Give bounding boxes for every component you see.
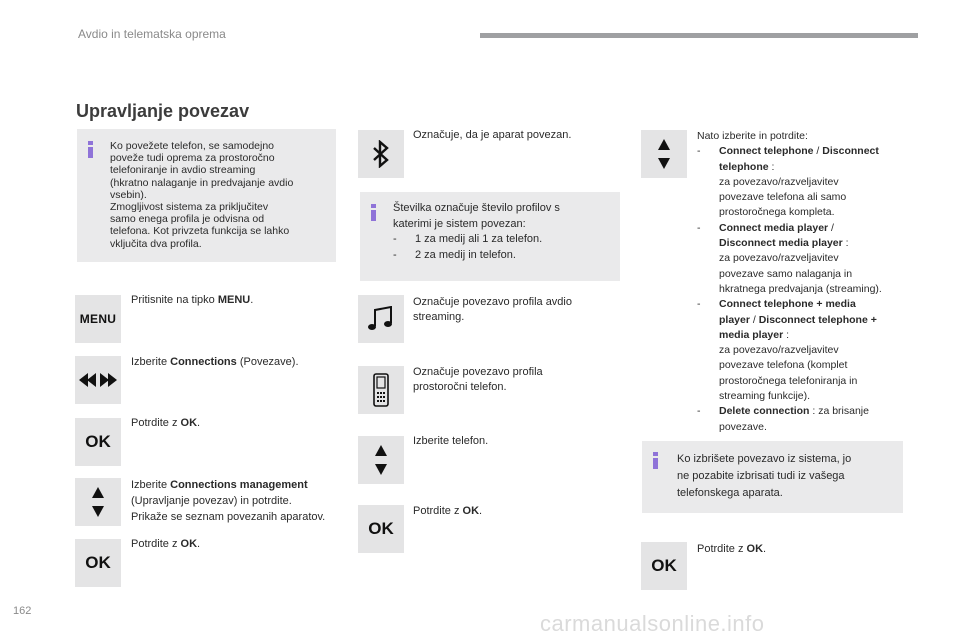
up-down-arrows-icon: [641, 130, 687, 178]
step-select-connections: Izberite Connections (Povezave).: [131, 356, 299, 368]
page-heading: Upravljanje povezav: [76, 101, 250, 121]
ok-icon: OK: [75, 418, 121, 466]
menu-icon: MENU: [75, 295, 121, 343]
info-box-profile-count: [360, 192, 620, 281]
phone-description: Označuje povezavo profila prostoročni telefon.: [413, 366, 543, 393]
header-title: Avdio in telematska oprema: [78, 27, 226, 41]
info-icon: [370, 204, 378, 221]
prev-next-icon: [75, 356, 121, 404]
header-bar: [480, 33, 918, 38]
step-select-phone: Izberite telefon.: [413, 435, 489, 447]
step-confirm-ok: Potrdite z OK.: [413, 505, 483, 517]
watermark: carmanualsonline.info: [540, 611, 765, 636]
music-description: Označuje povezavo profila avdio streaming.: [413, 296, 572, 323]
bluetooth-icon: [358, 130, 404, 178]
up-down-arrows-icon: [75, 478, 121, 526]
list-item: - Connect telephone + media player / Disconnect telephone + media player : za povezavo/razveljavitev povezave telefona (komplet prostoročnega telefoniranja in streaming funkcije).: [697, 298, 877, 403]
page-number: 162: [13, 605, 32, 617]
info-icon: [87, 141, 95, 158]
list-item: - 1 za medij ali 1 za telefon.: [393, 233, 543, 245]
list-item: - Delete connection : za brisanje povezave.: [697, 405, 869, 433]
step-connections-management: Izberite Connections management (Upravljanje povezav) in potrdite. Prikaže se seznam povezanih aparatov.: [131, 479, 326, 523]
list-item: - Connect telephone / Disconnect telephone : za povezavo/razveljavitev povezave telefona ali samo prostoročnega kompleta.: [697, 145, 879, 219]
ok-icon: OK: [75, 539, 121, 587]
step-confirm-ok: Potrdite z OK.: [131, 417, 201, 429]
step-confirm-ok: Potrdite z OK.: [131, 538, 201, 550]
ok-icon: OK: [358, 505, 404, 553]
info-text: Ko povežete telefon, se samodejno poveže tudi oprema za prostoročno telefoniranje in avdio streaming (hkratno nalaganje in predvajanje avdio vsebin). Zmogljivost sistema za priključitev samo enega profila je odvisna od telefona. Kot privzeta funkcija se lahko vključita dva profila.: [110, 140, 294, 250]
music-note-icon: [358, 295, 404, 343]
info-text: Ko izbrišete povezavo iz sistema, jo ne pozabite izbrisati tudi iz vašega telefonskega aparata.: [677, 453, 852, 499]
connection-options: Nato izberite in potrdite: - Connect telephone / Disconnect telephone : za povezavo/razveljavitev povezave telefona ali samo prostoročnega kompleta. - Connect media player / Disconnect media player : za povezavo/razveljavitev povezave samo nalaganja in hkratnega predvajanja (streaming). - Connect telephone + media player / Disconnect telephone + media player : za povezavo/razveljavitev povezave telefona (komplet prostoročnega telefoniranja in streaming funkcije). - Delete connection : za brisanje povezave.: [697, 129, 912, 435]
ok-icon: OK: [641, 542, 687, 590]
info-box-delete: [642, 441, 903, 513]
list-item: - Connect media player / Disconnect media player : za povezavo/razveljavitev povezave samo nalaganja in hkratnega predvajanja (streaming).: [697, 221, 882, 295]
up-down-arrows-icon: [358, 436, 404, 484]
info-icon: [652, 452, 660, 469]
info-text: Številka označuje število profilov s katerimi je sistem povezan: - 1 za medij ali 1 za telefon. - 2 za medij in telefon.: [393, 201, 613, 263]
step-confirm-ok: Potrdite z OK.: [697, 543, 767, 555]
phone-icon: [358, 366, 404, 414]
step-press-menu: Pritisnite na tipko MENU.: [131, 294, 254, 306]
list-item: - 2 za medij in telefon.: [393, 248, 516, 261]
info-box-profiles: [77, 129, 336, 262]
bluetooth-description: Označuje, da je aparat povezan.: [413, 129, 572, 141]
